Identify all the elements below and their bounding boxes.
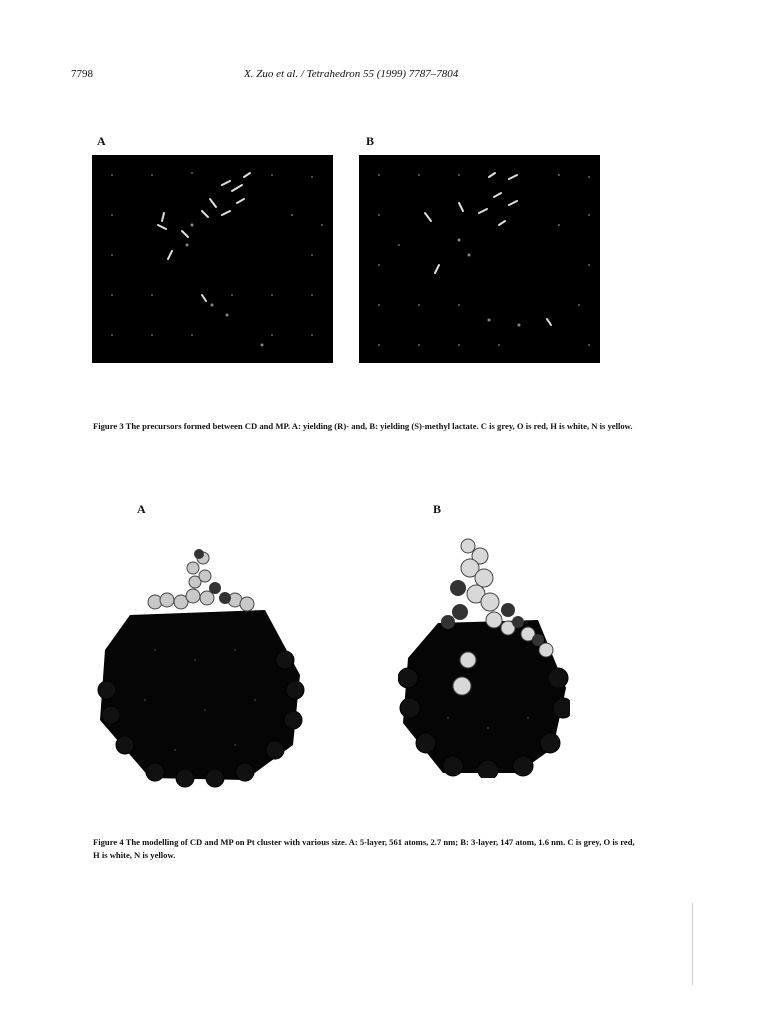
adsorbed-molecule-a [148, 552, 254, 611]
running-head: X. Zuo et al. / Tetrahedron 55 (1999) 7787–7804 [244, 68, 459, 80]
figure4-panel-a-label: A [137, 502, 146, 516]
figure3-panel-b-image [359, 155, 600, 363]
figure3-caption: Figure 3 The precursors formed between CD and MP. A: yielding (R)- and, B: yielding (S)-methyl lactate. C is grey, O is red, H is white, N is yellow. [93, 421, 633, 431]
figure4-panel-b-label: B [433, 502, 442, 516]
figure3-panel-a-image [92, 155, 333, 363]
figure4-caption: Figure 4 The modelling of CD and MP on Pt cluster with various size. A: 5-layer, 561 atoms, 2.7 nm; B: 3-layer, 147 atom, 1.6 nm. C is grey, O is red, H is white, N is yellow. [93, 837, 635, 860]
figure4-panel-a-image [95, 540, 305, 790]
figure3-panel-b-label: B [366, 134, 375, 148]
page-number: 7798 [71, 68, 93, 80]
figure4-panel-b-image [398, 528, 570, 778]
margin-rule [692, 903, 693, 985]
figure3-panel-a-label: A [97, 134, 106, 148]
